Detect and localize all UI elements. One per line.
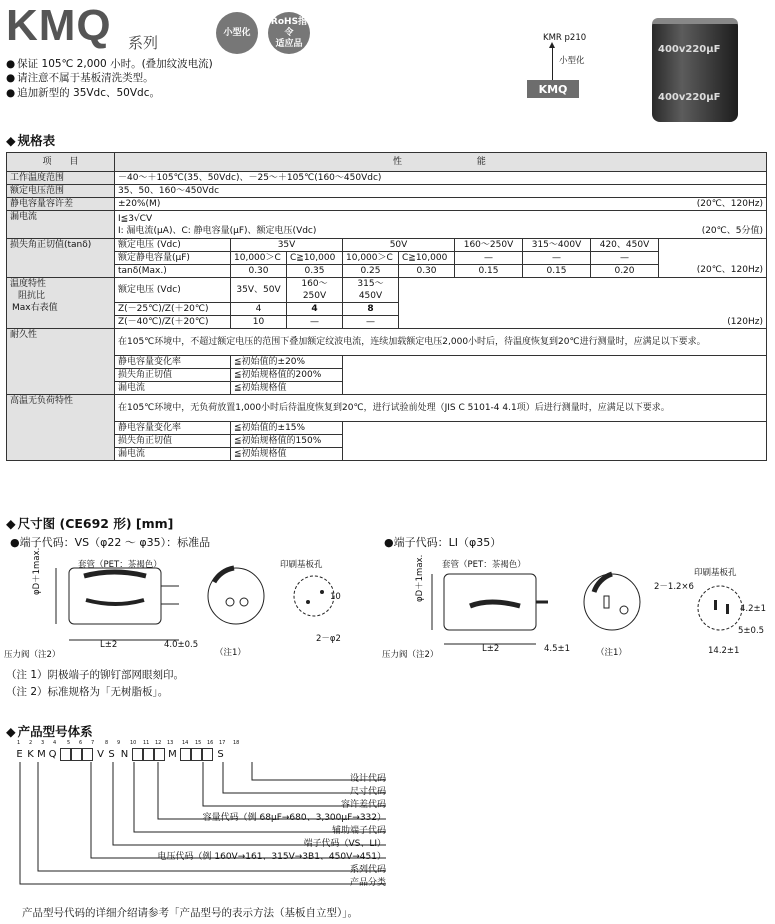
- tan-val-4: 0.30: [399, 265, 455, 278]
- tan-val-7: 0.20: [591, 265, 659, 278]
- tc-v-1: 35V、50V: [231, 278, 287, 303]
- endurance-v1: ≦初始值的±20%: [231, 356, 343, 369]
- tan-val-6: 0.15: [523, 265, 591, 278]
- volt-value: 35、50、160～450Vdc: [115, 185, 767, 198]
- badge-compact: 小型化: [216, 12, 258, 54]
- vs-title: ●端子代码：VS（φ22 ～ φ35）：标准品: [10, 536, 211, 549]
- tan-rated-v: 额定电压 (Vdc): [115, 239, 231, 252]
- tan-cap-7: —: [591, 252, 659, 265]
- shelf-k1: 静电容量变化率: [115, 422, 231, 435]
- cap-print-bottom: 400v220μF: [658, 92, 721, 103]
- cap-print-top: 400v220μF: [658, 44, 721, 55]
- tc-label: 温度特性 阻抗比 Max右表值: [7, 278, 115, 329]
- arrow-line: [552, 46, 553, 80]
- shelf-v1: ≦初始值的±15%: [231, 422, 343, 435]
- tan-v-50: 50V: [343, 239, 455, 252]
- leak-label: 漏电流: [7, 211, 115, 239]
- tan-val-1: 0.30: [231, 265, 287, 278]
- tan-rated-cap: 额定静电容量(μF): [115, 252, 231, 265]
- li-hole2: [726, 604, 729, 614]
- capacitor-photo: [652, 18, 738, 122]
- li-vent-label: 压力阀（注2）: [382, 650, 439, 660]
- endurance-blank: [343, 356, 767, 395]
- note-2: （注 2）标准规格为「无树脂板」。: [6, 686, 169, 698]
- pn-legend-aux: 辅助端子代码: [331, 826, 386, 836]
- tan-row-label: tanδ(Max.): [115, 265, 231, 278]
- li-title: ●端子代码：LI（φ35）: [384, 536, 502, 549]
- spec-table: [6, 152, 767, 461]
- pn-legend-category: 产品分类: [349, 878, 386, 888]
- cap-tol-cell: ±20%(M) (20℃、120Hz): [115, 198, 767, 211]
- vs-hole2: [320, 590, 324, 594]
- shelf-label: 高温无负荷特性: [7, 395, 115, 461]
- vs-pcb-label: 印刷基板孔: [280, 560, 323, 570]
- tc-row2-1: 10: [231, 316, 287, 329]
- vs-len-label: L±2: [100, 640, 118, 650]
- tc-rated-v: 额定电压 (Vdc): [115, 278, 231, 303]
- endurance-label: 耐久性: [7, 329, 115, 395]
- vs-vent-label: 压力阀（注2）: [4, 650, 61, 660]
- tan-v-315: 315～400V: [523, 239, 591, 252]
- li-lead-label: 4.5±1: [544, 644, 571, 654]
- volt-label: 额定电压范围: [7, 185, 115, 198]
- tan-cap-5: —: [455, 252, 523, 265]
- tc-v-2: 160～250V: [287, 278, 343, 303]
- pn-legend-terminal: 端子代码（VS、LI）: [303, 839, 386, 849]
- series-suffix: 系列: [128, 34, 159, 52]
- tc-row1-3: 8: [343, 303, 399, 316]
- shelf-blank: [343, 422, 767, 461]
- pn-legend-design: 设计代码: [349, 774, 386, 784]
- tc-cond: (120Hz): [399, 278, 767, 329]
- temp-value: －40～＋105℃(35、50Vdc)、－25～＋105℃(160～450Vdc): [115, 172, 767, 185]
- endurance-k2: 损失角正切值: [115, 369, 231, 382]
- shelf-k3: 漏电流: [115, 448, 231, 461]
- head-performance: 性 能: [115, 153, 767, 172]
- tan-label: 损失角正切值(tanδ): [7, 239, 115, 278]
- ref-label: 小型化: [559, 56, 585, 66]
- li-hole-circle: [698, 586, 742, 630]
- pn-legend-voltage: 电压代码（例 160V→161、315V→3B1、450V→451）: [157, 852, 386, 862]
- vs-sleeve-label: 套管（PET：茶褐色）: [78, 560, 162, 570]
- endurance-v3: ≦初始规格值: [231, 382, 343, 395]
- pn-legend-size: 尺寸代码: [349, 787, 386, 797]
- tan-cap-2: C≧10,000: [287, 252, 343, 265]
- tan-v-35: 35V: [231, 239, 343, 252]
- vs-hole-dim2: 2－φ2: [316, 634, 341, 644]
- vs-note1: （注1）: [215, 648, 246, 658]
- vs-dia-label: φD＋1max.: [32, 547, 42, 595]
- temp-label: 工作温度范围: [7, 172, 115, 185]
- tan-v-160: 160～250V: [455, 239, 523, 252]
- li-hole1: [714, 600, 717, 610]
- tc-v-3: 315～450V: [343, 278, 399, 303]
- li-sleeve-label: 套管（PET：茶褐色）: [442, 560, 526, 570]
- tc-row2-3: —: [343, 316, 399, 329]
- feature-1: ● 保证 105℃ 2,000 小时。(叠加纹波电流): [6, 57, 213, 71]
- li-hole-dim1: 2－1.2×6: [654, 582, 694, 592]
- tan-v-420: 420、450V: [591, 239, 659, 252]
- tc-row1-label: Z(－25℃)/Z(＋20℃): [115, 303, 231, 316]
- tc-row1-2: 4: [287, 303, 343, 316]
- li-hole-dim3: 5±0.5: [738, 626, 765, 636]
- tan-cap-4: C≧10,000: [399, 252, 455, 265]
- li-pcb-label: 印刷基板孔: [694, 568, 737, 578]
- shelf-v2: ≦初始规格值的150%: [231, 435, 343, 448]
- tan-val-2: 0.35: [287, 265, 343, 278]
- series-title: KMQ: [6, 1, 112, 50]
- li-end-view: [584, 574, 640, 630]
- cap-tol-label: 静电容量容许差: [7, 198, 115, 211]
- cap-top-rim: [652, 18, 738, 24]
- pn-legend-tolerance: 容许差代码: [340, 800, 386, 810]
- note-1: （注 1）阴极端子的铆钉部网眼刻印。: [6, 669, 185, 681]
- pn-footer: 产品型号代码的详细介绍请参考「产品型号的表示方法（基板自立型）」。: [22, 907, 358, 919]
- pn-legend-capacitance: 容量代码（例 68μF→680、3,300μF→332）: [202, 813, 386, 823]
- vs-hole1: [306, 600, 310, 604]
- tan-val-3: 0.25: [343, 265, 399, 278]
- tc-row2-label: Z(－40℃)/Z(＋20℃): [115, 316, 231, 329]
- tan-cap-3: 10,000＞C: [343, 252, 399, 265]
- shelf-text: 在105℃环境中，无负荷放置1,000小时后待温度恢复到20℃，进行试验前处理（JIS C 5101-4 4.1项）后进行测量时，应满足以下要求。: [115, 395, 767, 422]
- endurance-k1: 静电容量变化率: [115, 356, 231, 369]
- tan-val-5: 0.15: [455, 265, 523, 278]
- li-note1: （注1）: [596, 648, 627, 658]
- head-item: 项 目: [7, 153, 115, 172]
- endurance-v2: ≦初始规格值的200%: [231, 369, 343, 382]
- li-hole-dim2: 4.2±1: [740, 604, 767, 614]
- li-len-label: L±2: [482, 644, 500, 654]
- pn-section-title: ◆ 产品型号体系: [6, 722, 93, 740]
- current-series-box: KMQ: [527, 80, 579, 98]
- vs-body: [69, 568, 161, 624]
- feature-2: ● 请注意不属于基板清洗类型。: [6, 71, 154, 85]
- shelf-k2: 损失角正切值: [115, 435, 231, 448]
- leak-cell: I≦3√CV I: 漏电流(μA)、C: 静电容量(μF)、额定电压(Vdc) (20℃、5分值): [115, 211, 767, 239]
- tc-row2-2: —: [287, 316, 343, 329]
- tan-cap-6: —: [523, 252, 591, 265]
- li-dia-label: φD＋1max.: [415, 554, 425, 602]
- vs-hole-circle: [294, 576, 334, 616]
- tan-cap-1: 10,000＞C: [231, 252, 287, 265]
- feature-3: ● 追加新型的 35Vdc、50Vdc。: [6, 86, 160, 100]
- pn-code-row: E K M Q V S N M S: [16, 749, 224, 760]
- tc-row1-1: 4: [231, 303, 287, 316]
- ref-series: KMR p210: [543, 33, 587, 43]
- shelf-v3: ≦初始规格值: [231, 448, 343, 461]
- pn-legend-series: 系列代码: [349, 865, 386, 875]
- li-hole-dim4: 14.2±1: [708, 646, 740, 656]
- endurance-text: 在105℃环境中，不超过额定电压的范围下叠加额定纹波电流，连续加载额定电压2,000小时后，待温度恢复到20℃进行测量时，应满足以下要求。: [115, 329, 767, 356]
- dim-section-title: ◆ 尺寸图 (CE692 形) [mm]: [6, 514, 173, 532]
- vs-lead-label: 4.0±0.5: [164, 640, 199, 650]
- endurance-k3: 漏电流: [115, 382, 231, 395]
- badge-rohs: RoHS指令 适应品: [268, 12, 310, 54]
- spec-section-title: ◆ 规格表: [6, 131, 55, 149]
- vs-hole-dim1: 10: [330, 592, 341, 602]
- tan-cond: (20℃、120Hz): [659, 239, 767, 278]
